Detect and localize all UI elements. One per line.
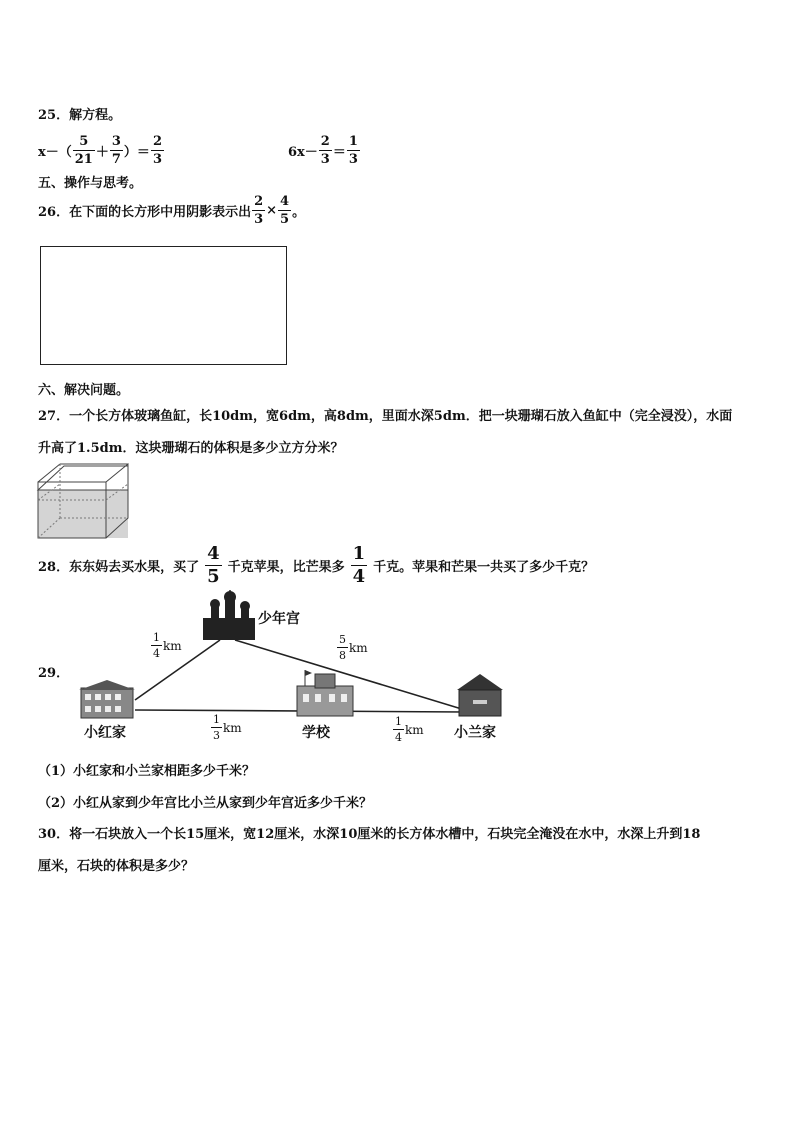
distance-palace-lan: $\frac{5}{8}$ km xyxy=(339,633,368,662)
q25-title: 25．解方程。 xyxy=(38,108,122,123)
xiaolan-house-icon xyxy=(457,674,503,716)
eq1-close: ）＝ xyxy=(123,144,150,160)
q25-equation-1 xyxy=(38,130,165,170)
eq1-lead: x－（ xyxy=(38,144,72,160)
palace-icon xyxy=(203,590,255,640)
label-school: 学校 xyxy=(302,725,330,741)
q26-text xyxy=(38,190,305,230)
equals-sign: ＝ xyxy=(332,144,346,160)
label-xiaohong-home: 小红家 xyxy=(84,725,126,741)
fraction: $\frac{5}{21}$ xyxy=(74,133,93,167)
q28-mid: 千克苹果，比芒果多 xyxy=(227,559,345,575)
fraction: $\frac{1}{4}$ xyxy=(352,542,366,587)
fish-tank-figure xyxy=(36,462,132,540)
xiaohong-house-icon xyxy=(79,680,135,718)
section-6-heading: 六、解决问题。 xyxy=(38,383,130,398)
plus-sign: ＋ xyxy=(95,144,109,160)
fraction: $\frac{4}{5}$ xyxy=(207,542,220,587)
label-palace: 少年宫 xyxy=(258,611,300,627)
q29-number: 29． xyxy=(38,666,70,681)
fraction: $\frac{2}{3}$ xyxy=(152,133,162,167)
times-sign: × xyxy=(266,202,278,218)
distance-hong-palace: $\frac{1}{4}$ km xyxy=(153,631,182,660)
distance-hong-school: $\frac{1}{3}$ km xyxy=(213,713,242,742)
label-xiaolan-home: 小兰家 xyxy=(454,725,496,741)
fraction: $\frac{3}{7}$ xyxy=(111,133,121,167)
q28-lead: 28．东东妈去买水果，买了 xyxy=(38,559,200,575)
q28-end: 千克。苹果和芒果一共买了多少千克？ xyxy=(373,559,595,575)
q26-lead: 26．在下面的长方形中用阴影表示出 xyxy=(38,204,252,220)
q29-sub-1: （1）小红家和小兰家相距多少千米？ xyxy=(38,764,256,779)
fraction: $\frac{2}{3}$ xyxy=(320,133,330,167)
school-building-icon xyxy=(297,670,353,716)
q28-text xyxy=(38,543,594,587)
fraction: $\frac{2}{3}$ xyxy=(254,193,264,227)
fraction: $\frac{4}{5}$ xyxy=(280,193,290,227)
q29-sub-2: （2）小红从家到少年宫比小兰从家到少年宫近多少千米？ xyxy=(38,796,373,811)
q27-line-1: 27．一个长方体玻璃鱼缸，长10dm，宽6dm，高8dm，里面水深5dm．把一块珊瑚石放入鱼缸中（完全浸没），水面 xyxy=(38,409,733,424)
eq2-lead: 6x－ xyxy=(288,144,318,160)
q30-line-2: 厘米，石块的体积是多少？ xyxy=(38,859,195,874)
shading-rectangle xyxy=(40,246,287,365)
fraction: $\frac{1}{3}$ xyxy=(348,133,358,167)
q27-line-2: 升高了1.5dm．这块珊瑚石的体积是多少立方分米？ xyxy=(38,441,344,456)
section-5-heading: 五、操作与思考。 xyxy=(38,176,143,191)
q25-equation-2 xyxy=(288,130,361,170)
q30-line-1: 30．将一石块放入一个长15厘米，宽12厘米，水深10厘米的长方体水槽中，石块完全淹没在水中，水深上升到18 xyxy=(38,827,701,842)
q26-end: 。 xyxy=(292,204,306,220)
distance-school-lan: $\frac{1}{4}$ km xyxy=(395,715,424,744)
